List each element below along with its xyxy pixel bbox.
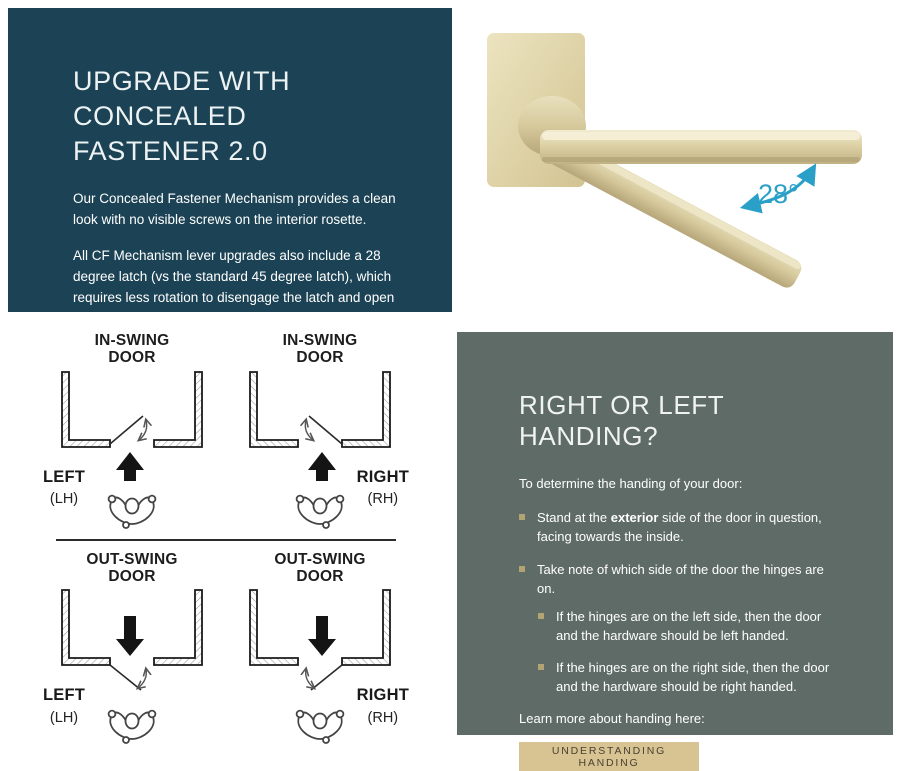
lever-product-image bbox=[452, 0, 905, 320]
person-top-view-icon bbox=[109, 711, 156, 743]
angle-label: 28° bbox=[758, 179, 799, 209]
swing-arrow-icon bbox=[139, 420, 147, 440]
door-leaf-line bbox=[309, 416, 342, 444]
upgrade-heading: UPGRADE WITH CONCEALED FASTENER 2.0 bbox=[73, 66, 291, 167]
bullet-square-icon bbox=[538, 664, 544, 670]
diagram-inswing-left bbox=[44, 332, 220, 537]
upgrade-panel bbox=[8, 8, 452, 326]
sub-bullet-left-hinges: If the hinges are on the left side, then the door and the hardware should be left handed. bbox=[538, 607, 839, 646]
entry-direction-arrow-icon bbox=[308, 616, 336, 656]
handing-label: RIGHT (RH) bbox=[356, 467, 409, 507]
swing-arrow-icon bbox=[138, 669, 146, 688]
diagram-outswing-left bbox=[44, 551, 220, 756]
swing-arrow-icon bbox=[306, 669, 314, 688]
door-leaf-line bbox=[110, 665, 141, 690]
handing-label: LEFT (LH) bbox=[43, 467, 86, 507]
diagram-title: OUT-SWING DOOR bbox=[274, 550, 366, 586]
door-frame-walls bbox=[250, 372, 390, 447]
understanding-handing-button[interactable]: UNDERSTANDING HANDING bbox=[519, 742, 699, 771]
inswing-row bbox=[0, 332, 452, 537]
entry-direction-arrow-icon bbox=[116, 616, 144, 656]
person-top-view-icon bbox=[297, 495, 344, 527]
handing-label: RIGHT (RH) bbox=[356, 686, 409, 726]
swing-arrow-icon bbox=[305, 420, 313, 440]
bullet-square-icon bbox=[538, 613, 544, 619]
sub-bullet-right-hinges: If the hinges are on the right side, then the door and the hardware should be right handed. bbox=[538, 658, 839, 697]
bullet-square-icon bbox=[519, 514, 525, 520]
entry-direction-arrow-icon bbox=[308, 452, 336, 481]
door-leaf-line bbox=[110, 416, 143, 444]
handing-label: LEFT (LH) bbox=[43, 686, 86, 726]
lever-rest-position bbox=[540, 130, 862, 164]
diagram-title: IN-SWING DOOR bbox=[94, 332, 170, 367]
diagram-title: OUT-SWING DOOR bbox=[86, 550, 178, 586]
door-frame-walls bbox=[62, 372, 202, 447]
door-leaf-line bbox=[311, 665, 342, 690]
person-top-view-icon bbox=[109, 495, 156, 527]
section-divider bbox=[56, 539, 396, 541]
diagram-title: IN-SWING DOOR bbox=[282, 332, 358, 367]
handing-panel bbox=[457, 332, 893, 769]
upgrade-paragraph-1: Our Concealed Fastener Mechanism provides a clean look with no visible screws on the interior rosette. bbox=[73, 191, 396, 228]
diagram-inswing-right bbox=[232, 332, 408, 537]
handing-diagrams bbox=[0, 320, 452, 747]
entry-direction-arrow-icon bbox=[116, 452, 144, 481]
person-top-view-icon bbox=[297, 711, 344, 743]
bullet-square-icon bbox=[519, 566, 525, 572]
bullet-stand-exterior: Stand at the exterior side of the door in question, facing towards the inside. bbox=[519, 508, 839, 547]
lever-illustration bbox=[452, 0, 905, 320]
handing-intro: To determine the handing of your door: bbox=[519, 476, 743, 491]
outswing-row bbox=[0, 551, 452, 756]
diagram-outswing-right bbox=[232, 551, 408, 756]
bullet-hinge-side: Take note of which side of the door the hinges are on. bbox=[519, 560, 839, 599]
upgrade-paragraph-2: All CF Mechanism lever upgrades also include a 28 degree latch (vs the standard 45 degree latch), which requires less rotation to disengage the latch and open a door when compared to standard latches. bbox=[73, 248, 395, 326]
learn-more-text: Learn more about handing here: bbox=[519, 710, 705, 726]
handing-heading: RIGHT OR LEFT HANDING? bbox=[519, 390, 724, 451]
